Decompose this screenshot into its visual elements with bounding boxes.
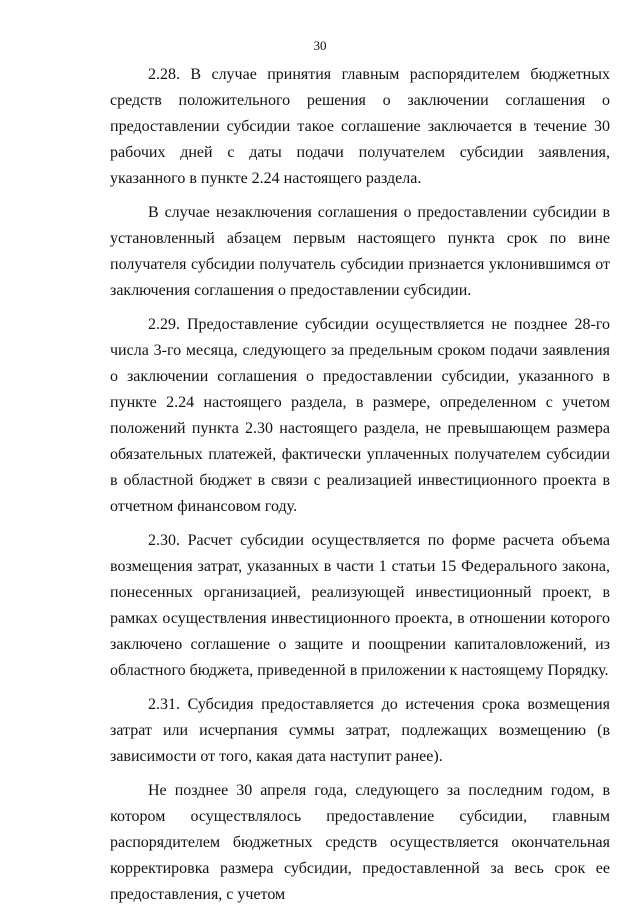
paragraph-2-29: 2.29. Предоставление субсидии осуществляется не позднее 28-го числа 3-го месяца, следующего за предельным сроком подачи заявления о заключении соглашения о предоставлении субсидии, указанного в пункте 2.24 настоящего раздела, в размере, определенном с учетом положений пункта 2.30 настоящего раздела, не превышающем размера обязательных платежей, фактически уплаченных получателем субсидии в областной бюджет в связи с реализацией инвестиционного проекта в отчетном финансовом году. [110,316,610,515]
document-body [110,62,610,916]
paragraph-non-conclusion: В случае незаключения соглашения о предоставлении субсидии в установленный абзацем первым настоящего пункта срок по вине получателя субсидии получатель субсидии признается уклонившимся от заключения соглашения о предоставлении субсидии. [110,204,610,299]
paragraph-final-adjustment: Не позднее 30 апреля года, следующего за последним годом, в котором осуществлялось предоставление субсидии, главным распорядителем бюджетных средств осуществляется окончательная корректировка размера субсидии, предоставленной за весь срок ее предоставления, с учетом [110,782,610,903]
paragraph-2-28: 2.28. В случае принятия главным распорядителем бюджетных средств положительного решения о заключении соглашения о предоставлении субсидии такое соглашение заключается в течение 30 рабочих дней с даты подачи получателем субсидии заявления, указанного в пункте 2.24 настоящего раздела. [110,66,610,187]
paragraph-2-30: 2.30. Расчет субсидии осуществляется по форме расчета объема возмещения затрат, указанных в части 1 статьи 15 Федерального закона, понесенных организацией, реализующей инвестиционный проект, в рамках осуществления инвестиционного проекта, в отношении которого заключено соглашение о защите и поощрении капиталовложений, из областного бюджета, приведенной в приложении к настоящему Порядку. [110,532,610,679]
page-number: 30 [313,38,327,53]
paragraph-2-31: 2.31. Субсидия предоставляется до истечения срока возмещения затрат или исчерпания суммы затрат, подлежащих возмещению (в зависимости от того, какая дата наступит ранее). [110,696,610,765]
